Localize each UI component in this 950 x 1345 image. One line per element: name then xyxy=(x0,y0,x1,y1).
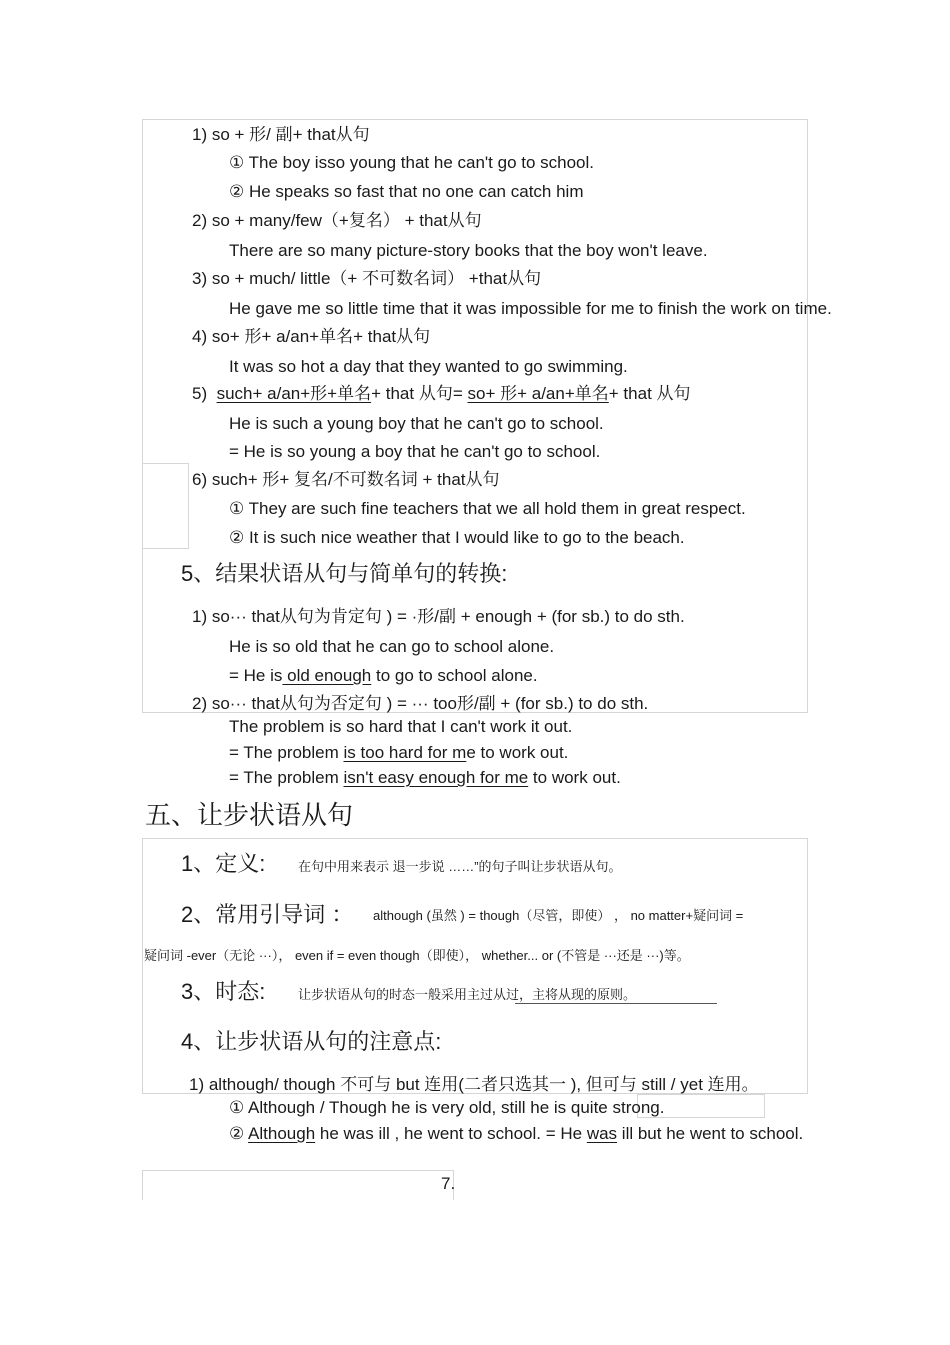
notes-heading: 4、让步状语从句的注意点: xyxy=(181,1029,442,1054)
note-1-b-was: was xyxy=(586,1124,618,1143)
item-5 xyxy=(192,384,691,404)
item-4-example: It was so hot a day that they wanted to go swimming. xyxy=(229,357,628,376)
rule-1-b-start: = He is xyxy=(229,666,283,685)
item-4: 4) so+ 形+ a/an+单名+ that从句 xyxy=(192,327,431,346)
item-3: 3) so + much/ little（+ 不可数名词） +that从句 xyxy=(192,269,542,288)
note-1-b-although: Although xyxy=(248,1124,316,1143)
note-1-b-end: ill but he went to school. xyxy=(617,1124,804,1143)
item-5-middle: + that 从句= xyxy=(371,384,463,403)
item-1: 1) so + 形/ 副+ that从句 xyxy=(192,125,370,144)
item-5-so-pattern: so+ 形+ a/an+单名 xyxy=(467,384,609,403)
rule-2-example-a: The problem is so hard that I can't work it out. xyxy=(229,717,573,736)
note-1-example-a: ① Although / Though he is very old, still he is quite strong. xyxy=(229,1098,665,1117)
note-1: 1) although/ though 不可与 but 连用(二者只选其一 ), 但可与 still / yet 连用。 xyxy=(189,1075,759,1094)
rule-2-example-c xyxy=(229,768,621,788)
note-1-example-b xyxy=(229,1124,803,1144)
left-side-box xyxy=(142,463,189,549)
definition-heading: 1、定义: xyxy=(181,851,266,876)
item-5-number: 5) xyxy=(192,384,208,403)
item-2: 2) so + many/few（+复名） + that从句 xyxy=(192,211,482,230)
definition-text: 在句中用来表示 退一步说 ……”的句子叫让步状语从句。 xyxy=(298,859,622,874)
tense-heading: 3、时态: xyxy=(181,979,266,1004)
item-5-such-pattern: such+ a/an+形+单名 xyxy=(216,384,372,403)
tense-text: 让步状语从句的时态一般采用主过从过，主将从现的原则。 xyxy=(298,987,637,1002)
rule-1: 1) so··· that从句为肯定句 ) = ·形/副 + enough + (for sb.) to do sth. xyxy=(192,607,685,626)
rule-2-example-b xyxy=(229,743,568,763)
rule-2-b-underlined: is too hard for m xyxy=(343,743,467,762)
item-6-example-a: ① They are such fine teachers that we all hold them in great respect. xyxy=(229,499,746,518)
rule-1-example-a: He is so old that he can go to school alone. xyxy=(229,637,555,656)
connectives-text-cont: 疑问词 -ever（无论 ···）， even if = even though（即使）， whether... or (不管是 ···还是 ···)等。 xyxy=(144,948,690,963)
item-5-example-b: = He is so young a boy that he can't go to school. xyxy=(229,442,601,461)
chapter-5-title: 五、让步状语从句 xyxy=(145,800,354,830)
section-5-heading: 5、结果状语从句与简单句的转换: xyxy=(181,561,508,586)
tense-underline xyxy=(515,1003,717,1004)
connectives-text: although (虽然 ) = though（尽管，即使） ， no matter+疑问词 = xyxy=(373,908,744,923)
rule-1-example-b xyxy=(229,666,538,686)
rule-2-c-start: = The problem xyxy=(229,768,344,787)
note-1-b-marker: ② xyxy=(229,1124,249,1143)
rule-2: 2) so··· that从句为否定句 ) = ··· too形/副 + (for sb.) to do sth. xyxy=(192,694,649,713)
item-1-example-b: ② He speaks so fast that no one can catch him xyxy=(229,182,584,201)
item-2-example: There are so many picture-story books that the boy won't leave. xyxy=(229,241,708,260)
item-5-example-a: He is such a young boy that he can't go to school. xyxy=(229,414,604,433)
item-1-example-a: ① The boy isso young that he can't go to school. xyxy=(229,153,595,172)
item-3-example: He gave me so little time that it was impossible for me to finish the work on time. xyxy=(229,299,832,318)
item-6-example-b: ② It is such nice weather that I would like to go to the beach. xyxy=(229,528,685,547)
rule-2-c-underlined: isn't easy enough for me xyxy=(343,768,529,787)
rule-1-b-underlined: old enough xyxy=(282,666,372,685)
rule-2-c-end: to work out. xyxy=(528,768,621,787)
footer-frame xyxy=(142,1170,454,1200)
item-5-end: + that 从句 xyxy=(608,384,691,403)
note-1-b-middle: he was ill , he went to school. = He xyxy=(315,1124,587,1143)
rule-1-b-end: to go to school alone. xyxy=(371,666,538,685)
page-number: 7. xyxy=(441,1174,456,1193)
item-6: 6) such+ 形+ 复名/不可数名词 + that从句 xyxy=(192,470,500,489)
rule-2-b-start: = The problem xyxy=(229,743,344,762)
connectives-heading: 2、常用引导词 ： xyxy=(181,902,354,927)
rule-2-b-end: e to work out. xyxy=(466,743,569,762)
